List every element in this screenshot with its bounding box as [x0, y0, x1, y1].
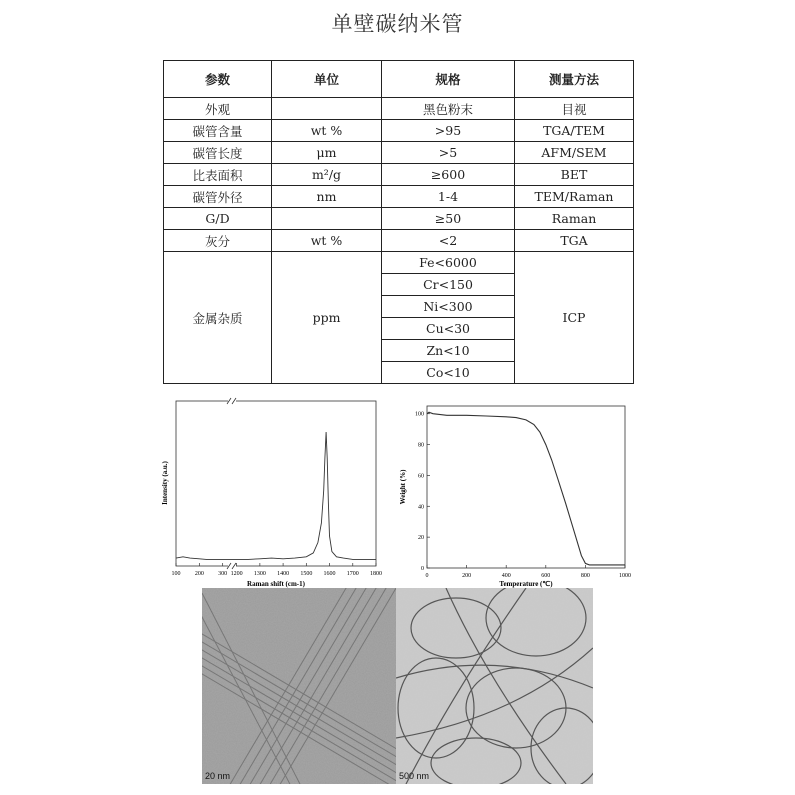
tga-x-tick-label: 1000: [619, 573, 631, 579]
metal-method-cell: ICP: [515, 252, 634, 384]
tga-y-tick-label: 20: [418, 535, 424, 542]
spec-cell: ≥600: [382, 164, 515, 186]
raman-x-label: Raman shift (cm-1): [247, 580, 305, 588]
metal-spec-cell: Fe<6000: [382, 252, 515, 274]
method-cell: TEM/Raman: [515, 186, 634, 208]
metal-spec-cell: Cu<30: [382, 318, 515, 340]
raman-axis-break-top: [227, 398, 236, 404]
table-row: [164, 142, 634, 164]
unit-cell: wt %: [272, 120, 382, 142]
spec-cell: <2: [382, 230, 515, 252]
param-cell: 比表面积: [164, 164, 272, 186]
raman-tick-label: 200: [194, 571, 204, 577]
table-row: [164, 208, 634, 230]
header-param: 参数: [164, 61, 272, 98]
spec-cell: ≥50: [382, 208, 515, 230]
spec-table: [163, 60, 634, 384]
raman-segment-1: [232, 432, 376, 559]
raman-chart: [155, 395, 385, 590]
scale-bar-label: 500 nm: [399, 771, 430, 781]
tga-x-tick-label: 800: [580, 573, 590, 579]
param-cell: G/D: [164, 208, 272, 230]
raman-tick-label: 1700: [346, 571, 359, 577]
table-row: [164, 98, 634, 120]
raman-segment-0: [176, 557, 232, 560]
tga-x-tick-label: 600: [541, 573, 551, 579]
table-row: [164, 164, 634, 186]
tga-series-line: [427, 412, 625, 565]
raman-tick-label: 1400: [277, 571, 290, 577]
metal-unit-cell: ppm: [272, 252, 382, 384]
table-row: [164, 186, 634, 208]
method-cell: TGA: [515, 230, 634, 252]
unit-cell: μm: [272, 142, 382, 164]
tga-y-tick-label: 100: [415, 411, 424, 418]
tga-series: [427, 412, 625, 565]
tga-y-tick-label: 40: [418, 504, 424, 511]
unit-cell: wt %: [272, 230, 382, 252]
spec-cell: >5: [382, 142, 515, 164]
metal-param-cell: 金属杂质: [164, 252, 272, 384]
header-unit: 单位: [272, 61, 382, 98]
table-row: [164, 230, 634, 252]
tem-image-network: [396, 588, 593, 784]
raman-tick-label: 1200: [230, 571, 243, 577]
scale-bar-label: 20 nm: [205, 771, 231, 781]
table-header-row: [164, 61, 634, 98]
method-cell: BET: [515, 164, 634, 186]
tem-bundle-texture: [202, 588, 396, 784]
method-cell: AFM/SEM: [515, 142, 634, 164]
tga-y-label: Weight (%): [399, 469, 407, 505]
header-spec: 规格: [382, 61, 515, 98]
method-cell: Raman: [515, 208, 634, 230]
param-cell: 碳管含量: [164, 120, 272, 142]
tga-chart: [393, 400, 638, 592]
param-cell: 碳管外径: [164, 186, 272, 208]
raman-series: [176, 432, 376, 559]
tem-network-texture: [396, 588, 593, 784]
spec-cell: 1-4: [382, 186, 515, 208]
spec-cell: 黑色粉末: [382, 98, 515, 120]
raman-y-label: Intensity (a.u.): [161, 461, 169, 505]
tem-image-bundles: [202, 588, 396, 784]
tga-y-tick-label: 0: [421, 566, 424, 572]
tga-y-tick-label: 80: [418, 442, 424, 449]
unit-cell: [272, 208, 382, 230]
raman-x-ticks: [172, 563, 383, 577]
tga-y-tick-label: 60: [418, 473, 424, 480]
unit-cell: [272, 98, 382, 120]
raman-tick-label: 1600: [323, 571, 336, 577]
header-method: 测量方法: [515, 61, 634, 98]
param-cell: 灰分: [164, 230, 272, 252]
metal-spec-cell: Ni<300: [382, 296, 515, 318]
metal-spec-cell: Zn<10: [382, 340, 515, 362]
raman-tick-label: 300: [218, 571, 228, 577]
document-title: 单壁碳纳米管: [331, 12, 464, 36]
raman-tick-label: 1300: [253, 571, 266, 577]
method-cell: TGA/TEM: [515, 120, 634, 142]
method-cell: 目视: [515, 98, 634, 120]
tga-x-tick-label: 400: [501, 573, 511, 579]
raman-tick-label: 100: [171, 571, 181, 577]
table-row: [164, 252, 634, 274]
unit-cell: m²/g: [272, 164, 382, 186]
raman-plot-frame: [176, 401, 376, 566]
tga-x-label: Temperature (℃): [499, 580, 553, 588]
metal-spec-cell: Cr<150: [382, 274, 515, 296]
raman-tick-label: 1800: [370, 571, 382, 577]
tga-plot-frame: [427, 406, 625, 568]
tga-ticks: [415, 412, 631, 579]
raman-tick-label: 1500: [300, 571, 313, 577]
param-cell: 外观: [164, 98, 272, 120]
tga-x-tick-label: 200: [462, 573, 472, 579]
param-cell: 碳管长度: [164, 142, 272, 164]
raman-axis-break-bottom: [227, 563, 236, 569]
table-row: [164, 120, 634, 142]
tga-x-tick-label: 0: [425, 573, 429, 579]
spec-cell: >95: [382, 120, 515, 142]
unit-cell: nm: [272, 186, 382, 208]
metal-spec-cell: Co<10: [382, 362, 515, 384]
